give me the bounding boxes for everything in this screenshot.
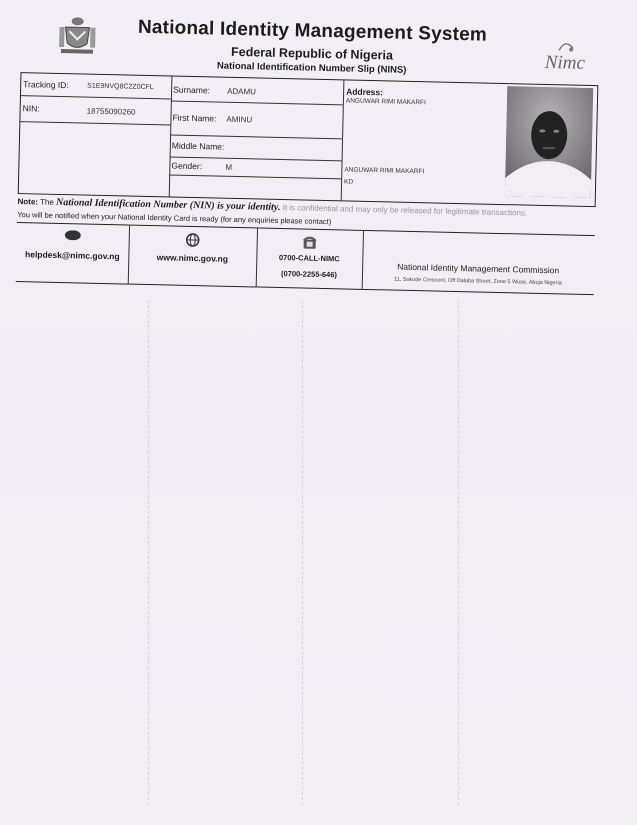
fold-line xyxy=(302,300,303,805)
tracking-id-value: S1E9NVQ8C2Z0CFL xyxy=(87,82,154,92)
divider xyxy=(171,100,343,105)
email-cell xyxy=(16,223,129,284)
divider xyxy=(21,95,171,99)
note-nin-phrase: National Identification Number (NIN) is your identity. xyxy=(55,196,281,214)
address-line: ANGUWAR RIMI MAKARFI xyxy=(345,97,426,107)
nin-value: 18755090260 xyxy=(86,106,136,117)
phone-label: 0700-CALL-NIMC xyxy=(278,252,340,264)
subtitle: Federal Republic of Nigeria xyxy=(230,44,394,63)
details-table xyxy=(18,72,599,207)
notify-text: You will be notified when your National Identity Card is ready (for any enquiries please contact) xyxy=(17,210,332,227)
logo-text: Nimc xyxy=(544,51,586,74)
note-lead: Note: xyxy=(17,197,39,207)
divider xyxy=(169,76,173,196)
org-address: 11, Sokode Crescent, Off Dalaba Street, Zone 5 Wuse, Abuja Nigeria xyxy=(393,276,562,287)
gender-label: Gender: xyxy=(171,160,203,172)
divider xyxy=(170,134,342,139)
contact-strip xyxy=(16,222,595,295)
org-cell xyxy=(362,231,595,294)
first-name-label: First Name: xyxy=(172,112,217,124)
website-link[interactable]: www.nimc.gov.ng xyxy=(156,252,229,264)
note-confidential: It is confidential and may only be released for legitimate transactions. xyxy=(282,203,528,218)
fold-line xyxy=(458,300,459,805)
address-label: Address: xyxy=(346,86,384,98)
slip-title: National Identification Number Slip (NINS) xyxy=(216,60,407,76)
first-name-value: AMINU xyxy=(226,114,253,125)
org-name: National Identity Management Commission xyxy=(397,261,560,276)
address-line: ANGUWAR RIMI MAKARFI xyxy=(344,166,425,176)
gender-value: M xyxy=(225,162,233,172)
surname-label: Surname: xyxy=(173,84,211,96)
surname-value: ADAMU xyxy=(227,86,257,97)
tracking-id-label: Tracking ID: xyxy=(23,79,69,91)
nin-slip xyxy=(11,6,600,319)
nimc-logo-icon xyxy=(541,40,588,75)
fold-line xyxy=(148,300,149,805)
website-cell xyxy=(128,226,257,287)
nin-label: NIN: xyxy=(22,103,40,114)
phone-icon xyxy=(303,236,317,250)
email-icon xyxy=(65,230,81,240)
divider xyxy=(169,174,341,179)
passport-photo xyxy=(505,86,593,198)
phone-cell xyxy=(256,228,363,288)
phone-number: (0700-2255-646) xyxy=(280,269,338,280)
page-title: National Identity Management System xyxy=(137,16,488,46)
globe-icon xyxy=(186,233,200,247)
email-link[interactable]: helpdesk@nimc.gov.ng xyxy=(24,249,120,262)
middle-name-label: Middle Name: xyxy=(171,140,225,152)
address-state: KD xyxy=(344,178,354,186)
divider xyxy=(20,121,170,125)
note-text: The xyxy=(39,197,54,207)
